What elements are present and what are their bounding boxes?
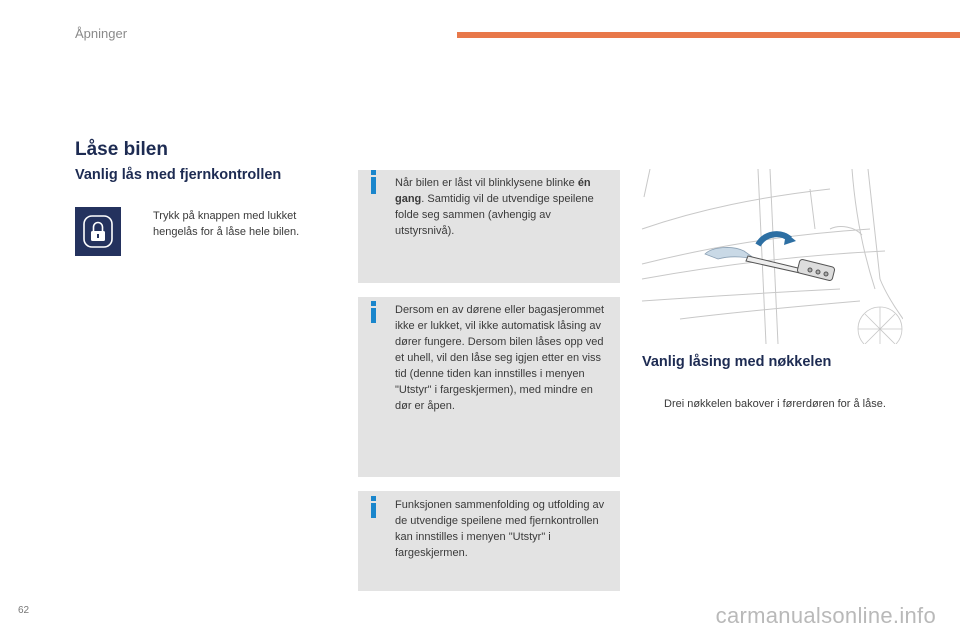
info-icon-dot [371,496,376,501]
key-lock-heading: Vanlig låsing med nøkkelen [642,354,832,370]
info-box-door-open-text: Dersom en av dørene eller bagasjerommet ikke er lukket, vil ikke automatisk låsing av dører fungere. Dersom bilen låses opp ved et uhell, vil den låse seg igjen etter en viss tid (denne tiden kan innstilles i menyen "Utstyr" i fargeskjermen), med mindre en dør er åpen. [395,304,605,412]
info-box-mirror-folding-text: Funksjonen sammenfolding og utfolding av de utvendige speilene med fjernkontrollen kan innstilles i menyen "Utstyr" i fargeskjermen. [395,499,605,559]
watermark: carmanualsonline.info [715,603,936,628]
remote-lock-instruction-text: Trykk på knappen med lukket hengelås for å låse hele bilen. [153,210,300,238]
info-icon [371,308,376,323]
info-icon-dot [371,170,376,175]
header-accent-bar [457,32,960,38]
page-number: 62 [18,605,30,616]
section-title: Åpninger [75,26,128,41]
page-title: Låse bilen [75,139,168,160]
car-door-key-illustration [640,169,903,344]
info-icon [371,177,376,194]
closed-padlock-icon [75,207,121,256]
info-box-door-open [358,297,620,477]
info-icon-dot [371,301,376,306]
info-icon [371,503,376,518]
info-box-blink-text [395,175,612,239]
key-lock-instruction-text: Drei nøkkelen bakover i førerdøren for å låse. [664,398,886,410]
info-box-mirror-folding [358,491,620,591]
info-box-blink [358,170,620,283]
remote-lock-heading: Vanlig lås med fjernkontrollen [75,167,282,183]
info-text-part: . Samtidig vil de utvendige speilene folde seg sammen (avhengig av utstyrsnivå). [395,193,594,237]
key-lock-instruction [644,396,894,412]
info-text-bold: én gang [395,177,591,205]
info-text-part: Når bilen er låst vil blinklysene blinke [395,177,578,189]
remote-lock-instruction [133,208,323,240]
